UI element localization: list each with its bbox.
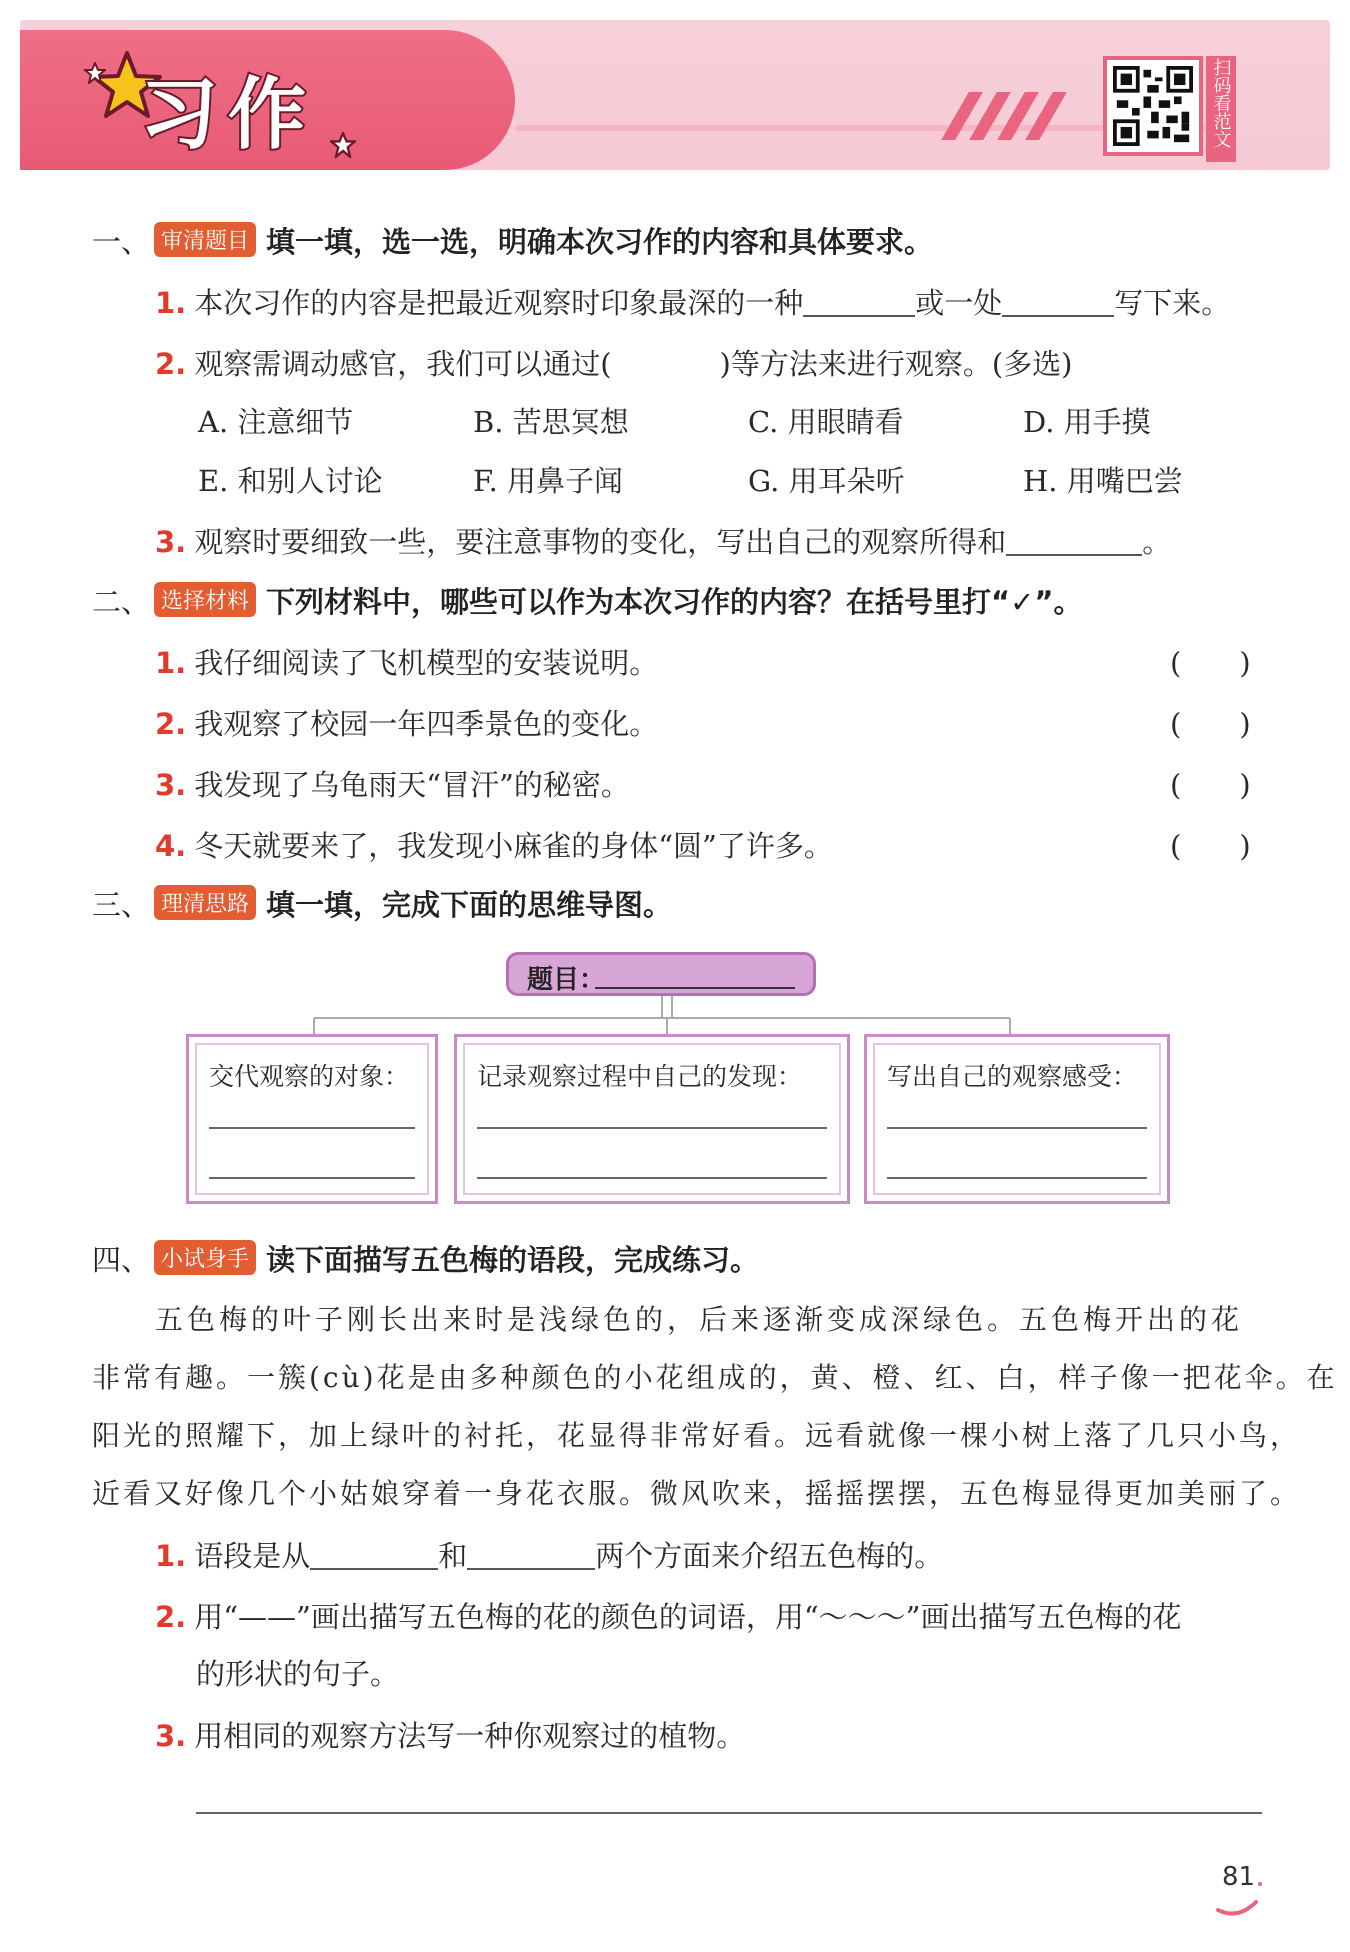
answer-line[interactable] bbox=[477, 1127, 827, 1129]
option-g[interactable]: G. 用耳朵听 bbox=[748, 464, 905, 498]
small-star-icon bbox=[330, 132, 356, 158]
section-heading-text: 填一填，选一选，明确本次习作的内容和具体要求。 bbox=[266, 225, 934, 259]
writing-answer-line[interactable] bbox=[196, 1812, 1262, 1814]
option-f[interactable]: F. 用鼻子闻 bbox=[473, 464, 624, 498]
answer-line[interactable] bbox=[887, 1127, 1147, 1129]
mindmap-box-discovery: 记录观察过程中自己的发现： bbox=[454, 1034, 850, 1204]
question-1-1: 1. 本次习作的内容是把最近观察时印象最深的一种 或一处 写下来。 bbox=[155, 286, 1231, 320]
list-item: 1. 我仔细阅读了飞机模型的安装说明。 bbox=[155, 646, 659, 680]
answer-line[interactable] bbox=[209, 1127, 415, 1129]
mindmap-title-blank[interactable] bbox=[595, 987, 795, 989]
answer-blank[interactable] bbox=[310, 1568, 438, 1570]
page-number: 81 bbox=[1222, 1862, 1256, 1892]
question-1-3: 3. 观察时要细致一些，要注意事物的变化，写出自己的观察所得和 。 bbox=[155, 525, 1172, 559]
small-star-icon bbox=[84, 62, 106, 84]
question-4-2: 2. 用“——”画出描写五色梅的花的颜色的词语，用“～～～”画出描写五色梅的花 bbox=[155, 1600, 1182, 1634]
section-tag: 小试身手 bbox=[154, 1240, 256, 1275]
option-b[interactable]: B. 苦思冥想 bbox=[473, 405, 629, 439]
mindmap-box-object: 交代观察的对象： bbox=[186, 1034, 438, 1204]
header-stripes bbox=[955, 92, 1067, 144]
option-e[interactable]: E. 和别人讨论 bbox=[198, 464, 383, 498]
option-c[interactable]: C. 用眼睛看 bbox=[748, 405, 904, 439]
option-a[interactable]: A. 注意细节 bbox=[198, 405, 354, 439]
answer-blank[interactable] bbox=[803, 315, 915, 317]
page-title: 习作 bbox=[140, 70, 317, 160]
section-tag: 理清思路 bbox=[154, 885, 256, 920]
section-number: 一、 bbox=[92, 225, 151, 259]
section-1-heading bbox=[92, 220, 933, 261]
qr-code-icon[interactable] bbox=[1103, 56, 1203, 156]
passage-line: 近看又好像几个小姑娘穿着一身花衣服。微风吹来，摇摇摆摆，五色梅显得更加美丽了。 bbox=[92, 1477, 1302, 1510]
list-item: 2. 我观察了校园一年四季景色的变化。 bbox=[155, 707, 659, 741]
answer-line[interactable] bbox=[477, 1177, 827, 1179]
answer-blank[interactable] bbox=[467, 1568, 595, 1570]
section-3-heading: 三、 理清思路 填一填，完成下面的思维导图。 bbox=[92, 883, 672, 924]
checkbox-paren[interactable]: ( ) bbox=[1170, 707, 1251, 741]
answer-blank[interactable] bbox=[1002, 315, 1114, 317]
checkbox-paren[interactable]: ( ) bbox=[1170, 768, 1251, 802]
checkbox-paren[interactable]: ( ) bbox=[1170, 829, 1251, 863]
mindmap-title-box: 题目： bbox=[506, 952, 816, 996]
section-4-heading: 四、 小试身手 读下面描写五色梅的语段，完成练习。 bbox=[92, 1238, 759, 1279]
mindmap-connectors bbox=[180, 996, 1180, 1038]
section-tag: 审清题目 bbox=[154, 222, 256, 257]
option-h[interactable]: H. 用嘴巴尝 bbox=[1023, 464, 1183, 498]
qr-label: 扫码看范文 bbox=[1206, 56, 1236, 162]
answer-line[interactable] bbox=[209, 1177, 415, 1179]
question-4-3: 3. 用相同的观察方法写一种你观察过的植物。 bbox=[155, 1719, 746, 1753]
option-d[interactable]: D. 用手摸 bbox=[1023, 405, 1151, 439]
section-tag: 选择材料 bbox=[154, 582, 256, 617]
passage-line: 阳光的照耀下，加上绿叶的衬托，花显得非常好看。远看就像一棵小树上落了几只小鸟， bbox=[92, 1419, 1302, 1452]
checkbox-paren[interactable]: ( ) bbox=[1170, 646, 1251, 680]
question-4-1: 1. 语段是从 和 两个方面来介绍五色梅的。 bbox=[155, 1539, 944, 1573]
passage-line: 五色梅的叶子刚长出来时是浅绿色的，后来逐渐变成深绿色。五色梅开出的花 bbox=[155, 1303, 1244, 1336]
list-item: 3. 我发现了乌龟雨天“冒汗”的秘密。 bbox=[155, 768, 630, 802]
answer-blank[interactable] bbox=[1006, 554, 1142, 556]
section-2-heading: 二、 选择材料 下列材料中，哪些可以作为本次习作的内容？在括号里打“✓”。 bbox=[92, 580, 1082, 621]
question-1-2: 2. 观察需调动感官，我们可以通过( )等方法来进行观察。(多选) bbox=[155, 347, 1073, 381]
list-item: 4. 冬天就要来了，我发现小麻雀的身体“圆”了许多。 bbox=[155, 829, 833, 863]
question-4-2-cont: 的形状的句子。 bbox=[196, 1657, 400, 1691]
mindmap-box-feelings: 写出自己的观察感受： bbox=[864, 1034, 1170, 1204]
passage-line: 非常有趣。一簇(cù)花是由多种颜色的小花组成的，黄、橙、红、白，样子像一把花伞。在 bbox=[92, 1361, 1338, 1394]
answer-line[interactable] bbox=[887, 1177, 1147, 1179]
